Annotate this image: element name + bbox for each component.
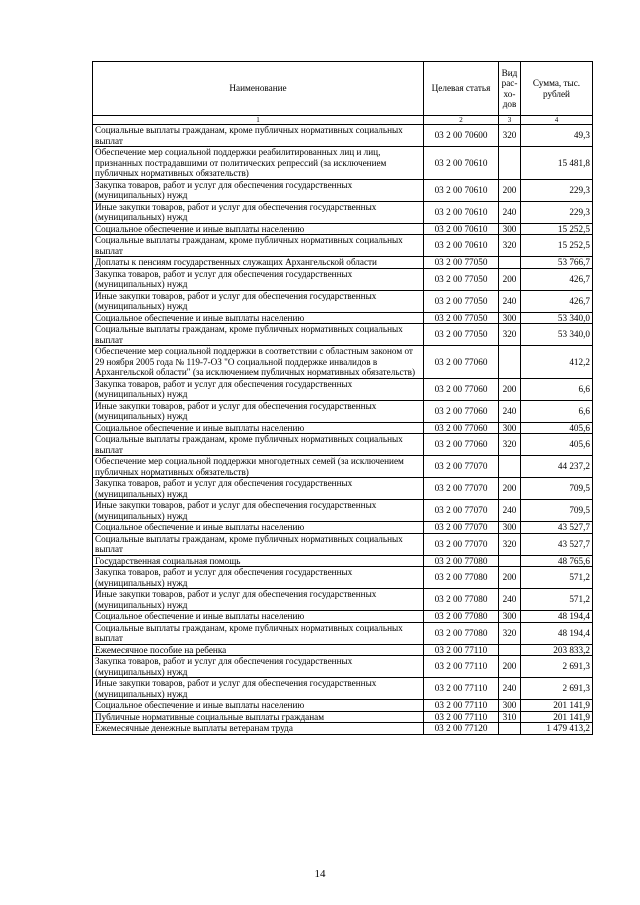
row-vid-cell (499, 456, 521, 478)
row-name-cell: Социальные выплаты гражданам, кроме публичных нормативных социальных выплат (93, 622, 424, 644)
row-name-cell: Иные закупки товаров, работ и услуг для обеспечения государственных (муниципальных) нужд (93, 400, 424, 422)
row-article-cell: 03 2 00 70600 (424, 125, 499, 147)
row-vid-cell (499, 257, 521, 269)
row-sum-cell: 2 691,3 (521, 678, 593, 700)
row-vid-cell: 240 (499, 290, 521, 312)
row-name-cell: Социальное обеспечение и иные выплаты населению (93, 312, 424, 324)
row-sum-cell: 412,2 (521, 346, 593, 379)
row-name-cell: Закупка товаров, работ и услуг для обеспечения государственных (муниципальных) нужд (93, 478, 424, 500)
row-name-cell: Иные закупки товаров, работ и услуг для обеспечения государственных (муниципальных) нужд (93, 589, 424, 611)
row-article-cell: 03 2 00 77070 (424, 500, 499, 522)
row-article-cell: 03 2 00 77050 (424, 268, 499, 290)
row-sum-cell: 48 765,6 (521, 555, 593, 567)
table-row (93, 346, 593, 379)
table-row (93, 500, 593, 522)
row-vid-cell: 200 (499, 567, 521, 589)
table-body (93, 125, 593, 735)
row-vid-cell: 320 (499, 533, 521, 555)
row-article-cell: 03 2 00 77080 (424, 611, 499, 623)
table-row (93, 567, 593, 589)
table-row (93, 422, 593, 434)
row-article-cell: 03 2 00 77080 (424, 555, 499, 567)
row-sum-cell: 203 833,2 (521, 644, 593, 656)
row-sum-cell: 48 194,4 (521, 622, 593, 644)
row-vid-cell: 300 (499, 422, 521, 434)
row-article-cell: 03 2 00 77050 (424, 257, 499, 269)
row-article-cell: 03 2 00 77080 (424, 589, 499, 611)
row-vid-cell (499, 147, 521, 180)
row-article-cell: 03 2 00 70610 (424, 235, 499, 257)
row-name-cell: Социальное обеспечение и иные выплаты населению (93, 223, 424, 235)
row-article-cell: 03 2 00 77110 (424, 678, 499, 700)
row-name-cell: Социальные выплаты гражданам, кроме публичных нормативных социальных выплат (93, 533, 424, 555)
table-row (93, 223, 593, 235)
row-sum-cell: 229,3 (521, 179, 593, 201)
table-row (93, 555, 593, 567)
column-number-row (93, 116, 593, 125)
row-article-cell: 03 2 00 70610 (424, 147, 499, 180)
budget-table (92, 61, 593, 735)
row-name-cell: Закупка товаров, работ и услуг для обеспечения государственных (муниципальных) нужд (93, 378, 424, 400)
row-sum-cell: 53 340,0 (521, 312, 593, 324)
table-row (93, 456, 593, 478)
row-vid-cell (499, 644, 521, 656)
row-article-cell: 03 2 00 77050 (424, 290, 499, 312)
table-row (93, 678, 593, 700)
header-vid: Вид рас-хо-дов (499, 62, 521, 116)
row-name-cell: Закупка товаров, работ и услуг для обеспечения государственных (муниципальных) нужд (93, 268, 424, 290)
table-row (93, 533, 593, 555)
column-number: 1 (93, 116, 424, 125)
row-article-cell: 03 2 00 77050 (424, 324, 499, 346)
row-sum-cell: 201 141,9 (521, 711, 593, 723)
row-name-cell: Социальные выплаты гражданам, кроме публичных нормативных социальных выплат (93, 125, 424, 147)
row-name-cell: Закупка товаров, работ и услуг для обеспечения государственных (муниципальных) нужд (93, 179, 424, 201)
header-sum: Сумма, тыс. рублей (521, 62, 593, 116)
row-sum-cell: 44 237,2 (521, 456, 593, 478)
row-vid-cell: 240 (499, 201, 521, 223)
row-article-cell: 03 2 00 70610 (424, 201, 499, 223)
table-row (93, 257, 593, 269)
column-number: 2 (424, 116, 499, 125)
row-vid-cell: 320 (499, 434, 521, 456)
row-vid-cell: 240 (499, 589, 521, 611)
row-name-cell: Государственная социальная помощь (93, 555, 424, 567)
row-vid-cell: 200 (499, 179, 521, 201)
row-sum-cell: 405,6 (521, 434, 593, 456)
row-vid-cell: 200 (499, 378, 521, 400)
row-name-cell: Иные закупки товаров, работ и услуг для обеспечения государственных (муниципальных) нужд (93, 201, 424, 223)
row-sum-cell: 6,6 (521, 378, 593, 400)
row-article-cell: 03 2 00 70610 (424, 179, 499, 201)
row-name-cell: Закупка товаров, работ и услуг для обеспечения государственных (муниципальных) нужд (93, 656, 424, 678)
row-sum-cell: 426,7 (521, 290, 593, 312)
table-row (93, 656, 593, 678)
row-vid-cell: 320 (499, 622, 521, 644)
row-vid-cell: 240 (499, 400, 521, 422)
row-name-cell: Иные закупки товаров, работ и услуг для обеспечения государственных (муниципальных) нужд (93, 678, 424, 700)
table-row (93, 400, 593, 422)
table-row (93, 324, 593, 346)
row-article-cell: 03 2 00 77070 (424, 522, 499, 534)
row-sum-cell: 571,2 (521, 567, 593, 589)
page-number: 14 (314, 868, 326, 880)
row-sum-cell: 53 340,0 (521, 324, 593, 346)
row-article-cell: 03 2 00 77110 (424, 644, 499, 656)
table-row (93, 312, 593, 324)
table-row (93, 478, 593, 500)
row-vid-cell: 240 (499, 678, 521, 700)
row-vid-cell: 240 (499, 500, 521, 522)
table-row (93, 179, 593, 201)
row-vid-cell: 300 (499, 611, 521, 623)
row-article-cell: 03 2 00 77070 (424, 478, 499, 500)
row-sum-cell: 6,6 (521, 400, 593, 422)
row-name-cell: Социальные выплаты гражданам, кроме публичных нормативных социальных выплат (93, 324, 424, 346)
row-vid-cell: 200 (499, 656, 521, 678)
table-row (93, 644, 593, 656)
column-number: 4 (521, 116, 593, 125)
row-article-cell: 03 2 00 77110 (424, 711, 499, 723)
table-row (93, 622, 593, 644)
row-article-cell: 03 2 00 77060 (424, 434, 499, 456)
table-row (93, 522, 593, 534)
row-article-cell: 03 2 00 77080 (424, 567, 499, 589)
table-row (93, 290, 593, 312)
row-name-cell: Обеспечение мер социальной поддержки в соответствии с областным законом от 29 ноября 2005 года № 119-7-ОЗ "О социальной поддержке инвалидов в Архангельской области" (за исключением публичных нормативных обязательств) (93, 346, 424, 379)
row-vid-cell: 300 (499, 223, 521, 235)
row-name-cell: Иные закупки товаров, работ и услуг для обеспечения государственных (муниципальных) нужд (93, 290, 424, 312)
row-name-cell: Обеспечение мер социальной поддержки многодетных семей (за исключением публичных нормативных обязательств) (93, 456, 424, 478)
row-sum-cell: 2 691,3 (521, 656, 593, 678)
row-sum-cell: 43 527,7 (521, 522, 593, 534)
table-row (93, 268, 593, 290)
row-sum-cell: 49,3 (521, 125, 593, 147)
row-vid-cell: 320 (499, 125, 521, 147)
header-article: Целевая статья (424, 62, 499, 116)
table-row (93, 611, 593, 623)
row-article-cell: 03 2 00 77060 (424, 378, 499, 400)
table-row (93, 711, 593, 723)
row-article-cell: 03 2 00 70610 (424, 223, 499, 235)
row-article-cell: 03 2 00 77110 (424, 656, 499, 678)
row-name-cell: Доплаты к пенсиям государственных служащих Архангельской области (93, 257, 424, 269)
row-article-cell: 03 2 00 77060 (424, 422, 499, 434)
row-article-cell: 03 2 00 77080 (424, 622, 499, 644)
row-sum-cell: 15 252,5 (521, 235, 593, 257)
row-vid-cell: 320 (499, 235, 521, 257)
row-vid-cell: 200 (499, 478, 521, 500)
row-vid-cell (499, 723, 521, 735)
row-article-cell: 03 2 00 77110 (424, 700, 499, 712)
row-name-cell: Социальное обеспечение и иные выплаты населению (93, 422, 424, 434)
row-vid-cell: 300 (499, 522, 521, 534)
row-name-cell: Ежемесячное пособие на ребенка (93, 644, 424, 656)
row-sum-cell: 426,7 (521, 268, 593, 290)
row-name-cell: Социальные выплаты гражданам, кроме публичных нормативных социальных выплат (93, 434, 424, 456)
table-row (93, 201, 593, 223)
row-article-cell: 03 2 00 77070 (424, 456, 499, 478)
row-name-cell: Ежемесячные денежные выплаты ветеранам труда (93, 723, 424, 735)
row-name-cell: Иные закупки товаров, работ и услуг для обеспечения государственных (муниципальных) нужд (93, 500, 424, 522)
table-row (93, 235, 593, 257)
row-article-cell: 03 2 00 77070 (424, 533, 499, 555)
table-row (93, 378, 593, 400)
table-row (93, 700, 593, 712)
row-vid-cell: 300 (499, 700, 521, 712)
header-name: Наименование (93, 62, 424, 116)
row-sum-cell: 709,5 (521, 500, 593, 522)
row-sum-cell: 53 766,7 (521, 257, 593, 269)
table-row (93, 434, 593, 456)
column-number: 3 (499, 116, 521, 125)
row-sum-cell: 405,6 (521, 422, 593, 434)
row-vid-cell: 320 (499, 324, 521, 346)
row-sum-cell: 15 481,8 (521, 147, 593, 180)
table-row (93, 147, 593, 180)
row-vid-cell: 300 (499, 312, 521, 324)
row-sum-cell: 201 141,9 (521, 700, 593, 712)
row-sum-cell: 15 252,5 (521, 223, 593, 235)
row-name-cell: Публичные нормативные социальные выплаты гражданам (93, 711, 424, 723)
row-name-cell: Закупка товаров, работ и услуг для обеспечения государственных (муниципальных) нужд (93, 567, 424, 589)
table-row (93, 125, 593, 147)
row-sum-cell: 229,3 (521, 201, 593, 223)
row-name-cell: Социальные выплаты гражданам, кроме публичных нормативных социальных выплат (93, 235, 424, 257)
row-vid-cell: 310 (499, 711, 521, 723)
row-sum-cell: 48 194,4 (521, 611, 593, 623)
row-vid-cell (499, 555, 521, 567)
row-name-cell: Социальное обеспечение и иные выплаты населению (93, 522, 424, 534)
row-article-cell: 03 2 00 77060 (424, 400, 499, 422)
row-vid-cell (499, 346, 521, 379)
row-sum-cell: 571,2 (521, 589, 593, 611)
row-sum-cell: 1 479 413,2 (521, 723, 593, 735)
row-article-cell: 03 2 00 77060 (424, 346, 499, 379)
row-name-cell: Обеспечение мер социальной поддержки реабилитированных лиц и лиц, признанных пострадавшими от политических репрессий (за исключением публичных нормативных обязательств) (93, 147, 424, 180)
row-sum-cell: 709,5 (521, 478, 593, 500)
row-article-cell: 03 2 00 77120 (424, 723, 499, 735)
header-row (93, 62, 593, 116)
row-vid-cell: 200 (499, 268, 521, 290)
table-row (93, 723, 593, 735)
row-name-cell: Социальное обеспечение и иные выплаты населению (93, 611, 424, 623)
row-sum-cell: 43 527,7 (521, 533, 593, 555)
row-article-cell: 03 2 00 77050 (424, 312, 499, 324)
row-name-cell: Социальное обеспечение и иные выплаты населению (93, 700, 424, 712)
table-row (93, 589, 593, 611)
